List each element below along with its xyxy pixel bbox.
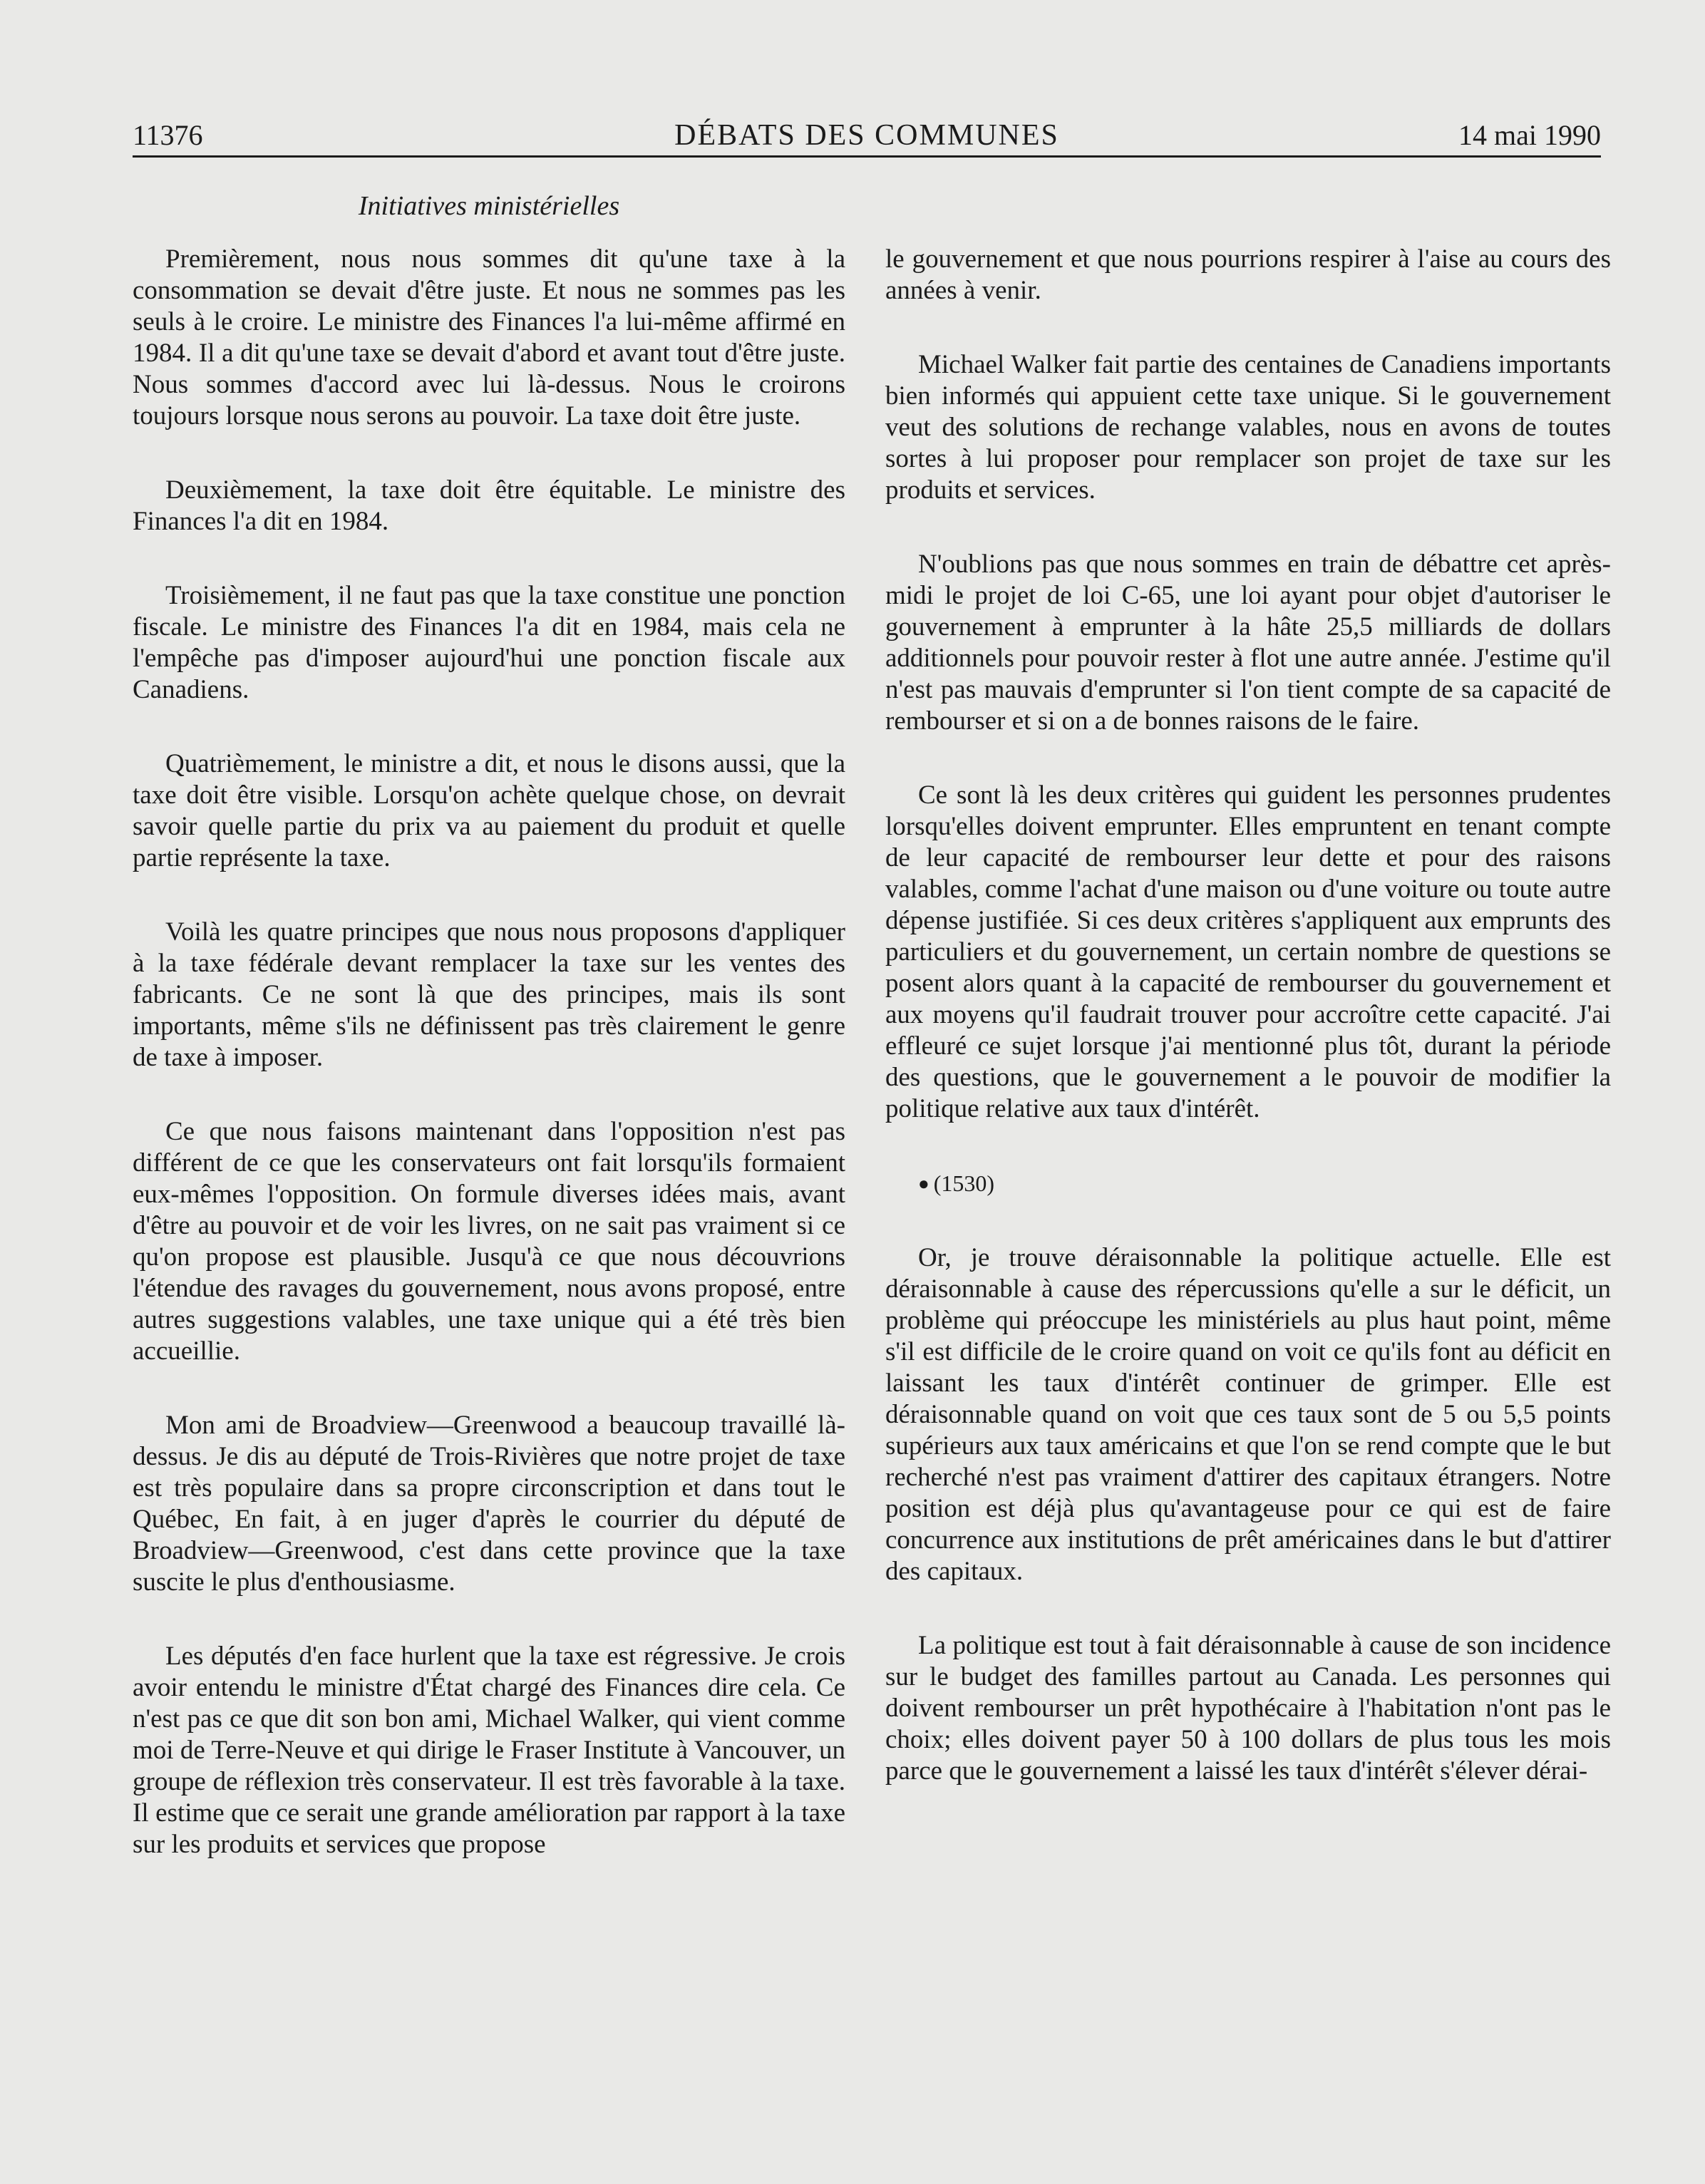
section-title: Initiatives ministérielles [358, 191, 620, 221]
time-marker-text: (1530) [933, 1170, 995, 1196]
page-date: 14 mai 1990 [1458, 119, 1601, 151]
page-number: 11376 [133, 119, 203, 151]
paragraph: Or, je trouve déraisonnable la politique actuelle. Elle est déraisonnable à cause des répercussions qu'elle a sur le déficit, un problème qui préoccupe les ministériels au plus haut point, même s'il est difficile de le croire quand on voit ce qu'ils font au déficit en laissant les taux d'intérêt continuer de grimper. Elle est déraisonnable quand on voit que ces taux sont de 5 ou 5,5 points supérieurs aux taux américains et que l'on se rend compte que le but recherché n'est pas vraiment d'attirer des capitaux étrangers. Notre position est déjà plus qu'avantageuse pour ce qui est de faire concurrence aux institutions de prêt américaines dans le but d'attirer des capitaux. [885, 1243, 1611, 1586]
paragraph: Voilà les quatre principes que nous nous proposons d'appliquer à la taxe fédérale devant remplacer la taxe sur les ventes des fabricants. Ce ne sont là que des principes, mais ils sont importants, même s'ils ne définissent pas très clairement le genre de taxe à imposer. [133, 917, 845, 1072]
page-header [133, 113, 1601, 158]
paragraph: Mon ami de Broadview—Greenwood a beaucoup travaillé là-dessus. Je dis au député de Trois-Rivières que notre projet de taxe est très populaire dans sa propre circonscription et dans tout le Québec, En fait, à en juger d'après le courrier du député de Broadview—Greenwood, c'est dans cette province que la taxe suscite le plus d'enthousiasme. [133, 1411, 845, 1597]
paragraph: Premièrement, nous nous sommes dit qu'une taxe à la consommation se devait d'être juste. Et nous ne sommes pas les seuls à le croire. Le ministre des Finances l'a lui-même affirmé en 1984. Il a dit qu'une taxe se devait d'abord et avant tout d'être juste. Nous sommes d'accord avec lui là-dessus. Nous le croirons toujours lorsque nous serons au pouvoir. La taxe doit être juste. [133, 244, 845, 431]
paragraph: Les députés d'en face hurlent que la taxe est régressive. Je crois avoir entendu le ministre d'État chargé des Finances dire cela. Ce n'est pas ce que dit son bon ami, Michael Walker, qui vient comme moi de Terre-Neuve et qui dirige le Fraser Institute à Vancouver, un groupe de réflexion très conservateur. Il est très favorable à la taxe. Il estime que ce serait une grande amélioration par rapport à la taxe sur les produits et services que propose [133, 1642, 845, 1859]
paragraph: Deuxièmement, la taxe doit être équitable. Le ministre des Finances l'a dit en 1984. [133, 475, 845, 536]
paragraph: Troisièmement, il ne faut pas que la taxe constitue une ponction fiscale. Le ministre des Finances l'a dit en 1984, mais cela ne l'empêche pas d'imposer aujourd'hui une ponction fiscale aux Canadiens. [133, 581, 845, 704]
continued-paragraph: le gouvernement et que nous pourrions respirer à l'aise au cours des années à venir. [885, 244, 1611, 305]
bullet-icon: ● [918, 1173, 929, 1194]
paragraph: Ce que nous faisons maintenant dans l'opposition n'est pas différent de ce que les conservateurs ont fait lorsqu'ils formaient eux-mêmes l'opposition. On formule diverses idées mais, avant d'être au pouvoir et de voir les livres, on ne sait pas vraiment si ce qu'on propose est plausible. Jusqu'à ce que nous découvrions l'étendue des ravages du gouvernement, nous avons proposé, entre autres suggestions valables, une taxe unique qui a été très bien accueillie. [133, 1117, 845, 1366]
paragraph: Quatrièmement, le ministre a dit, et nous le disons aussi, que la taxe doit être visible. Lorsqu'on achète quelque chose, on devrait savoir quelle partie du prix va au paiement du produit et quelle partie représente la taxe. [133, 749, 845, 872]
paragraph: Ce sont là les deux critères qui guident les personnes prudentes lorsqu'elles doivent emprunter. Elles empruntent en tenant compte de leur capacité de rembourser leur dette et pour des raisons valables, comme l'achat d'une maison ou d'une voiture ou toute autre dépense justifiée. Si ces deux critères s'appliquent aux emprunts des particuliers et du gouvernement, un certain nombre de questions se posent alors quant à la capacité de rembourser du gouvernement et aux moyens qu'il faudrait trouver pour accroître cette capacité. J'ai effleuré ce sujet lorsque j'ai mentionné plus tôt, durant la période des questions, que le gouvernement a le pouvoir de modifier la politique relative aux taux d'intérêt. [885, 781, 1611, 1123]
paragraph: N'oublions pas que nous sommes en train de débattre cet après-midi le projet de loi C-65, une loi ayant pour objet d'autoriser le gouvernement à emprunter à la hâte 25,5 milliards de dollars additionnels pour pouvoir rester à flot une autre année. J'estime qu'il n'est pas mauvais d'emprunter si l'on tient compte de sa capacité de rembourser et si on a de bonnes raisons de le faire. [885, 550, 1611, 736]
left-column [133, 244, 845, 1903]
running-title: DÉBATS DES COMMUNES [674, 119, 1059, 152]
time-marker [885, 1168, 1611, 1200]
right-column [885, 244, 1611, 1830]
paragraph: Michael Walker fait partie des centaines de Canadiens importants bien informés qui appuient cette taxe unique. Si le gouvernement veut des solutions de rechange valables, nous en avons de toutes sortes à lui proposer pour remplacer son projet de taxe sur les produits et services. [885, 350, 1611, 505]
paragraph: La politique est tout à fait déraisonnable à cause de son incidence sur le budget des familles partout au Canada. Les personnes qui doivent rembourser un prêt hypothécaire à l'habitation n'ont pas le choix; elles doivent payer 50 à 100 dollars de plus tous les mois parce que le gouvernement a laissé les taux d'intérêt s'élever dérai- [885, 1631, 1611, 1786]
